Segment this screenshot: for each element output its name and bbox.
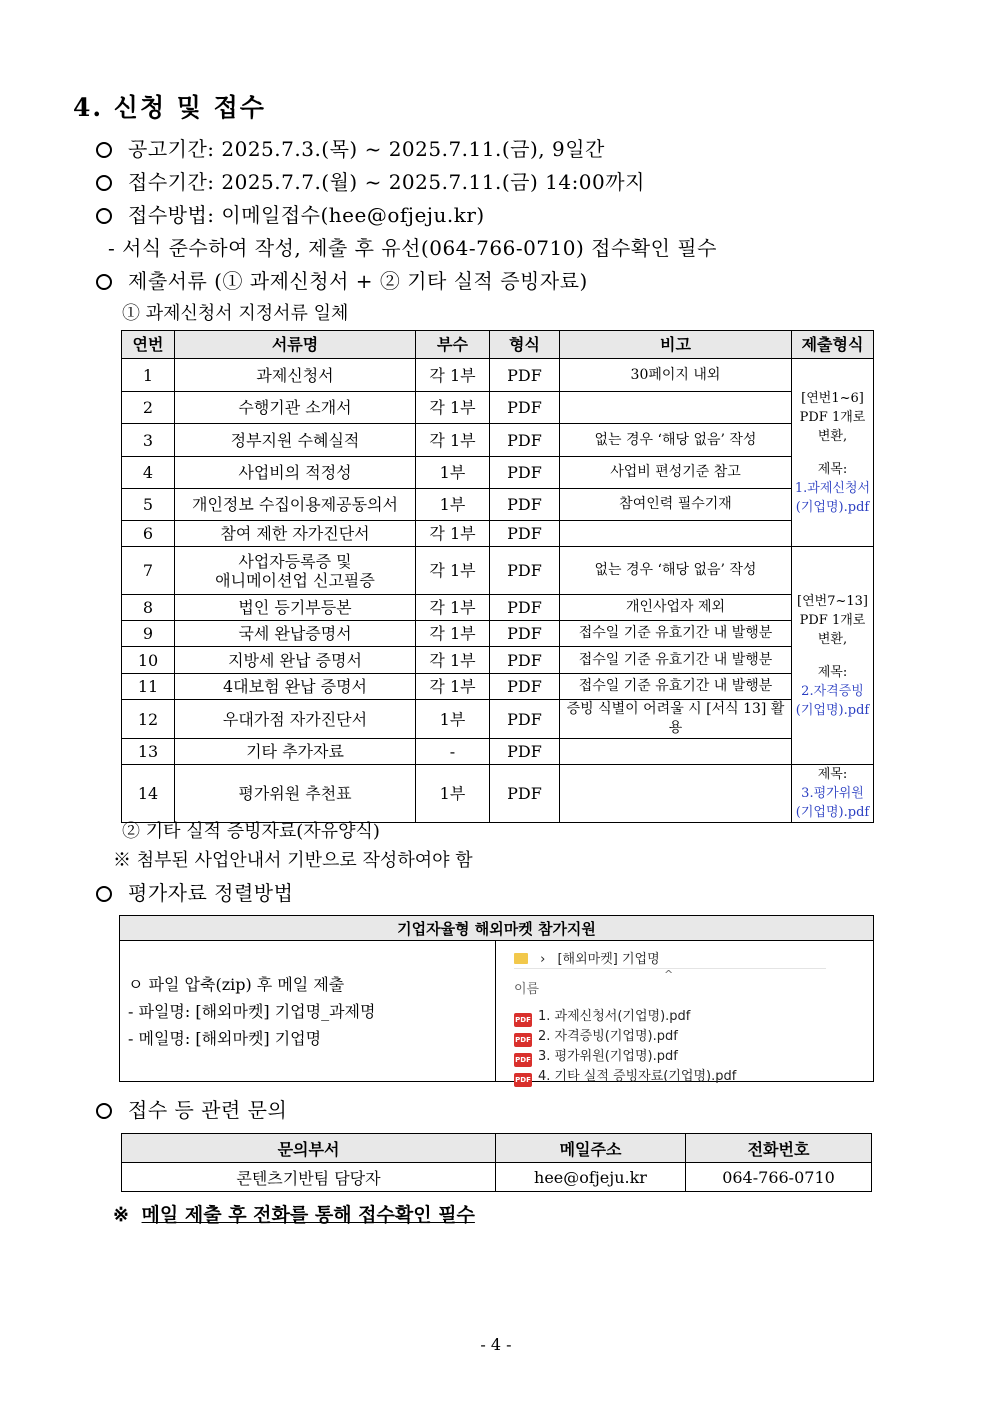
submit-format-line: 2.자격증빙 <box>801 683 864 699</box>
doc-copies: - <box>416 739 490 765</box>
submit-format-line: (기업명).pdf <box>795 499 870 515</box>
doc-no: 9 <box>122 621 175 647</box>
doc-copies: 1부 <box>416 457 490 489</box>
doc-no: 13 <box>122 739 175 765</box>
doc-note: 접수일 기준 유효기간 내 발행분 <box>560 674 792 700</box>
pdf-file-icon: PDF <box>514 1033 532 1047</box>
submit-format-group3 <box>792 765 874 823</box>
table-row <box>122 359 874 392</box>
doc-name: 우대가점 자가진단서 <box>175 700 416 739</box>
doc-copies: 각 1부 <box>416 392 490 424</box>
doc-format: PDF <box>490 521 560 547</box>
doc-name: 지방세 완납 증명서 <box>175 647 416 674</box>
col-header-submit-format: 제출형식 <box>792 331 874 359</box>
doc-note <box>560 521 792 547</box>
breadcrumb-chevron-icon: › <box>540 952 546 967</box>
dash-note: - 서식 준수하여 작성, 제출 후 유선(064-766-0710) 접수확인 필수 <box>108 236 717 260</box>
doc-format: PDF <box>490 700 560 739</box>
table-row <box>122 700 874 739</box>
sort-caret-icon: ^ <box>664 968 674 981</box>
doc-format: PDF <box>490 457 560 489</box>
doc-format: PDF <box>490 765 560 823</box>
circle-bullet-icon <box>96 208 112 224</box>
final-note: ※ 메일 제출 후 전화를 통해 접수확인 필수 <box>113 1204 475 1226</box>
submit-format-line: (기업명).pdf <box>795 702 870 718</box>
file-explorer-screenshot <box>496 941 874 1082</box>
doc-name: 정부지원 수혜실적 <box>175 424 416 457</box>
contact-header-email: 메일주소 <box>496 1134 686 1163</box>
pdf-file-icon: PDF <box>514 1013 532 1027</box>
doc-copies: 1부 <box>416 489 490 521</box>
doc-name: 평가위원 추천표 <box>175 765 416 823</box>
contact-header-dept: 문의부서 <box>122 1134 496 1163</box>
doc-name: 참여 제한 자가진단서 <box>175 521 416 547</box>
doc-format: PDF <box>490 739 560 765</box>
bullet-announce-period: 공고기간: 2025.7.3.(목) ~ 2025.7.11.(금), 9일간 <box>96 133 605 162</box>
doc-copies: 각 1부 <box>416 359 490 392</box>
submit-format-group1 <box>792 359 874 547</box>
doc-format: PDF <box>490 595 560 621</box>
doc-name: 사업자등록증 및 애니메이션업 신고필증 <box>175 547 416 595</box>
doc-no: 7 <box>122 547 175 595</box>
bullet-documents: 제출서류 (① 과제신청서 + ② 기타 실적 증빙자료) <box>96 265 588 294</box>
doc-format: PDF <box>490 647 560 674</box>
doc-no: 4 <box>122 457 175 489</box>
explorer-address-bar <box>514 948 826 969</box>
sort-instruction-line: ㅇ 파일 압축(zip) 후 메일 제출 <box>128 974 345 994</box>
table-row <box>122 424 874 457</box>
explorer-file-item: PDF 3. 평가위원(기업명).pdf <box>514 1045 678 1067</box>
bullet-contact: 접수 등 관련 문의 <box>96 1094 287 1123</box>
col-header-format: 형식 <box>490 331 560 359</box>
bullet-sort-method: 평가자료 정렬방법 <box>96 877 293 906</box>
doc-name: 기타 추가자료 <box>175 739 416 765</box>
submit-format-line: PDF 1개로 <box>799 409 866 425</box>
explorer-file-item: PDF 1. 과제신청서(기업명).pdf <box>514 1005 690 1027</box>
table-row <box>122 521 874 547</box>
explorer-column-name: 이름 <box>514 982 540 997</box>
doc-no: 1 <box>122 359 175 392</box>
doc-format: PDF <box>490 621 560 647</box>
doc-note: 접수일 기준 유효기간 내 발행분 <box>560 647 792 674</box>
submit-format-line: [연번1~6] <box>801 390 864 406</box>
doc-copies: 각 1부 <box>416 424 490 457</box>
doc-no: 14 <box>122 765 175 823</box>
submit-format-line: 1.과제신청서 <box>794 480 871 496</box>
doc-no: 12 <box>122 700 175 739</box>
doc-note: 참여인력 필수기재 <box>560 489 792 521</box>
doc-copies: 각 1부 <box>416 621 490 647</box>
pdf-file-icon: PDF <box>514 1053 532 1067</box>
doc-no: 11 <box>122 674 175 700</box>
table-row <box>122 647 874 674</box>
doc-format: PDF <box>490 392 560 424</box>
submit-format-line: 제목: <box>817 461 848 477</box>
page-number: - 4 - <box>480 1335 512 1354</box>
explorer-file-item: PDF 4. 기타 실적 증빙자료(기업명).pdf <box>514 1065 736 1087</box>
final-note-text: 메일 제출 후 전화를 통해 접수확인 필수 <box>141 1204 475 1226</box>
col-header-no: 연번 <box>122 331 175 359</box>
doc-no: 3 <box>122 424 175 457</box>
contact-phone: 064-766-0710 <box>686 1163 872 1192</box>
submit-format-line: 3.평가위원 <box>801 786 864 801</box>
doc-note: 사업비 편성기준 참고 <box>560 457 792 489</box>
doc-copies: 각 1부 <box>416 595 490 621</box>
submit-format-line: 변환, <box>817 631 848 647</box>
documents-table <box>121 330 874 823</box>
doc-note <box>560 765 792 823</box>
explorer-file-item: PDF 2. 자격증빙(기업명).pdf <box>514 1025 678 1047</box>
pdf-file-icon: PDF <box>514 1073 532 1087</box>
doc-note: 증빙 식별이 어려울 시 [서식 13] 활용 <box>560 700 792 739</box>
doc-no: 8 <box>122 595 175 621</box>
docs-subheading-1: ① 과제신청서 지정서류 일체 <box>122 303 349 324</box>
doc-name: 사업비의 적정성 <box>175 457 416 489</box>
circle-bullet-icon <box>96 274 112 290</box>
folder-icon <box>514 953 528 964</box>
doc-copies: 각 1부 <box>416 674 490 700</box>
submit-format-line: [연번7~13] <box>797 593 868 609</box>
doc-copies: 1부 <box>416 765 490 823</box>
doc-format: PDF <box>490 489 560 521</box>
contact-email: hee@ofjeju.kr <box>496 1163 686 1192</box>
docs-subheading-2: ② 기타 실적 증빙자료(자유양식) <box>122 821 380 842</box>
doc-name: 수행기관 소개서 <box>175 392 416 424</box>
doc-copies: 각 1부 <box>416 547 490 595</box>
doc-copies: 각 1부 <box>416 521 490 547</box>
table-row <box>122 547 874 595</box>
section-title: 4. 신청 및 접수 <box>73 93 266 122</box>
doc-format: PDF <box>490 547 560 595</box>
bullet-receipt-method: 접수방법: 이메일접수(hee@ofjeju.kr) <box>96 199 485 228</box>
table-row <box>122 621 874 647</box>
doc-note <box>560 392 792 424</box>
submit-format-line: 변환, <box>817 428 848 444</box>
doc-note: 30페이지 내외 <box>560 359 792 392</box>
doc-format: PDF <box>490 359 560 392</box>
sort-method-table <box>119 915 874 1082</box>
sort-instruction-line: - 파일명: [해외마켓] 기업명_과제명 <box>128 1001 376 1021</box>
table-row <box>122 739 874 765</box>
table-row <box>122 674 874 700</box>
sort-instructions <box>120 941 496 1082</box>
sort-table-header: 기업자율형 해외마켓 참가지원 <box>120 916 874 941</box>
table-row <box>122 489 874 521</box>
doc-format: PDF <box>490 674 560 700</box>
col-header-name: 서류명 <box>175 331 416 359</box>
doc-note: 없는 경우 ‘해당 없음’ 작성 <box>560 424 792 457</box>
doc-note: 접수일 기준 유효기간 내 발행분 <box>560 621 792 647</box>
circle-bullet-icon <box>96 1103 112 1119</box>
doc-note: 없는 경우 ‘해당 없음’ 작성 <box>560 547 792 595</box>
doc-note <box>560 739 792 765</box>
col-header-copies: 부수 <box>416 331 490 359</box>
submit-format-line: 제목: <box>817 664 848 680</box>
reference-note: ※ 첨부된 사업안내서 기반으로 작성하여야 함 <box>113 850 473 871</box>
table-row <box>122 595 874 621</box>
explorer-folder-name: [해외마켓] 기업명 <box>557 952 660 967</box>
sort-instruction-line: - 메일명: [해외마켓] 기업명 <box>128 1028 322 1048</box>
doc-name: 4대보험 완납 증명서 <box>175 674 416 700</box>
submit-format-line: 제목: <box>817 767 848 782</box>
contact-dept: 콘텐츠기반팀 담당자 <box>122 1163 496 1192</box>
doc-no: 2 <box>122 392 175 424</box>
doc-name: 개인정보 수집이용제공동의서 <box>175 489 416 521</box>
doc-no: 10 <box>122 647 175 674</box>
doc-name: 법인 등기부등본 <box>175 595 416 621</box>
bullet-receipt-period: 접수기간: 2025.7.7.(월) ~ 2025.7.11.(금) 14:00까지 <box>96 166 645 195</box>
table-row <box>122 457 874 489</box>
submit-format-line: (기업명).pdf <box>795 805 870 820</box>
doc-copies: 각 1부 <box>416 647 490 674</box>
submit-format-line: PDF 1개로 <box>799 612 866 628</box>
doc-no: 5 <box>122 489 175 521</box>
circle-bullet-icon <box>96 142 112 158</box>
doc-note: 개인사업자 제외 <box>560 595 792 621</box>
doc-format: PDF <box>490 424 560 457</box>
submit-format-group2 <box>792 547 874 765</box>
col-header-note: 비고 <box>560 331 792 359</box>
contact-table <box>121 1133 872 1192</box>
doc-copies: 1부 <box>416 700 490 739</box>
table-row <box>122 392 874 424</box>
doc-name: 국세 완납증명서 <box>175 621 416 647</box>
doc-no: 6 <box>122 521 175 547</box>
table-row <box>122 1163 872 1192</box>
circle-bullet-icon <box>96 175 112 191</box>
table-header-row <box>122 331 874 359</box>
contact-header-phone: 전화번호 <box>686 1134 872 1163</box>
table-row <box>122 765 874 823</box>
circle-bullet-icon <box>96 886 112 902</box>
doc-name: 과제신청서 <box>175 359 416 392</box>
